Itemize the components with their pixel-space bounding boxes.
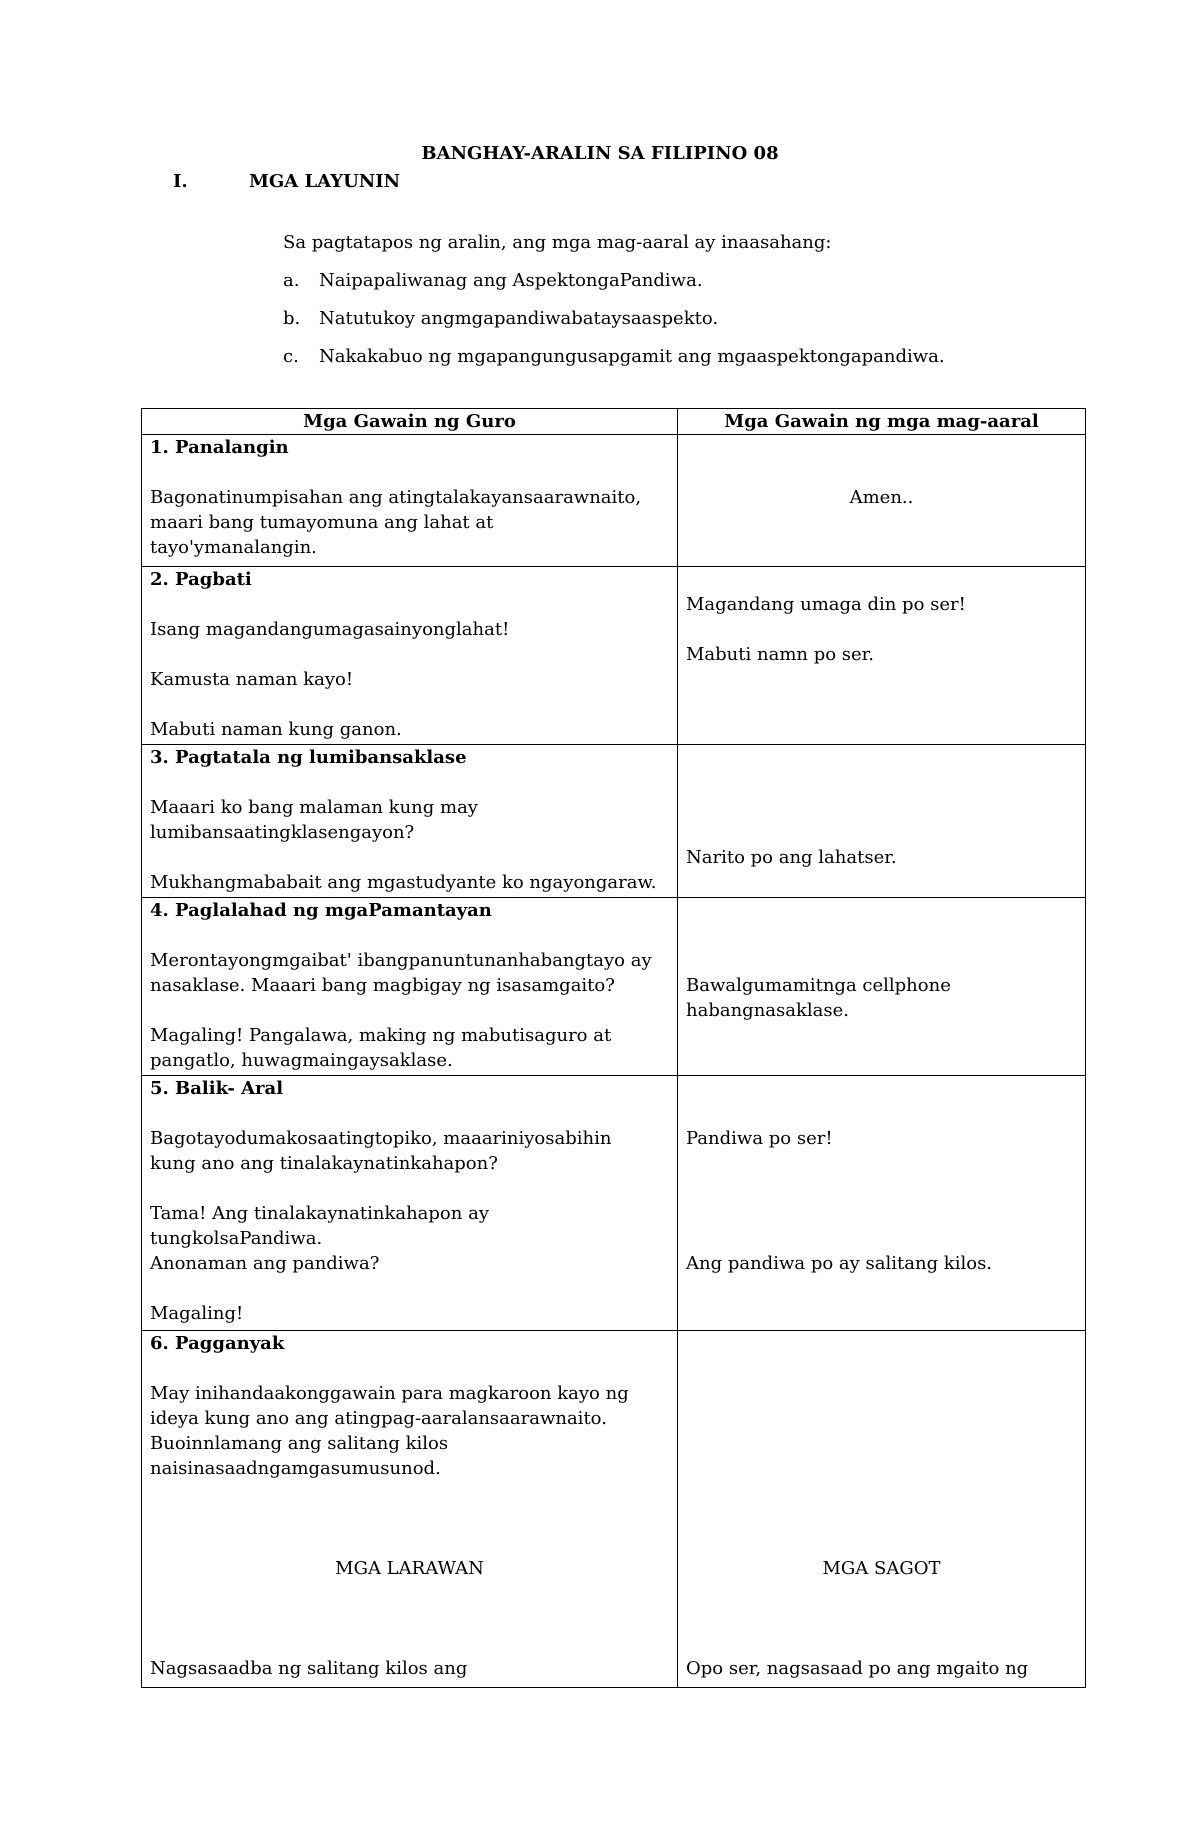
student-cell — [678, 567, 1086, 745]
objectives-intro: Sa pagtatapos ng aralin, ang mga mag-aaral ay inaasahang: — [283, 232, 832, 253]
teacher-line: Bagonatinumpisahan ang atingtalakayansaarawnaito, — [150, 487, 642, 508]
teacher-cell — [142, 745, 678, 898]
row-heading: 4. Paglalahad ng mgaPamantayan — [150, 900, 492, 921]
section-number: I. — [173, 171, 188, 192]
teacher-line: Magaling! Pangalawa, making ng mabutisaguro at — [150, 1025, 612, 1046]
objectives-list — [283, 270, 945, 384]
student-line: habangnasaklase. — [686, 1000, 849, 1021]
section-title: MGA LAYUNIN — [249, 171, 401, 192]
teacher-line: MGA LARAWAN — [335, 1558, 484, 1579]
teacher-cell — [142, 1076, 678, 1331]
objective-item — [283, 270, 945, 308]
teacher-line: tungkolsaPandiwa. — [150, 1228, 323, 1249]
teacher-line: nasaklase. Maaari bang magbigay ng isasamgaito? — [150, 975, 615, 996]
student-cell — [678, 898, 1086, 1076]
teacher-line: ideya kung ano ang atingpag-aaralansaarawnaito. — [150, 1408, 607, 1429]
objective-text: Nakakabuo ng mgapangungusapgamit ang mgaaspektongapandiwa. — [319, 346, 945, 367]
teacher-line: Mabuti naman kung ganon. — [150, 719, 402, 740]
row-heading: 2. Pagbati — [150, 569, 252, 590]
header-student: Mga Gawain ng mga mag-aaral — [678, 409, 1086, 435]
teacher-line: lumibansaatingklasengayon? — [150, 822, 415, 843]
teacher-line: naisinasaadngamgasumusunod. — [150, 1458, 441, 1479]
table-row-pagtatala — [142, 745, 1086, 898]
teacher-line: Buoinnlamang ang salitang kilos — [150, 1433, 449, 1454]
teacher-line: maari bang tumayomuna ang lahat at — [150, 512, 494, 533]
objective-item — [283, 346, 945, 384]
teacher-cell — [142, 1331, 678, 1688]
table-row-panalangin — [142, 435, 1086, 567]
row-heading: 3. Pagtatala ng lumibansaklase — [150, 747, 467, 768]
student-line: Magandang umaga din po ser! — [686, 594, 966, 615]
teacher-line: Merontayongmgaibat' ibangpanuntunanhabangtayo ay — [150, 950, 652, 971]
teacher-line: May inihandaakonggawain para magkaroon kayo ng — [150, 1383, 629, 1404]
teacher-cell — [142, 435, 678, 567]
teacher-line: Bagotayodumakosaatingtopiko, maaariniyosabihin — [150, 1128, 612, 1149]
student-cell — [678, 1331, 1086, 1688]
objective-letter: a. — [283, 270, 300, 291]
student-line: Amen.. — [849, 487, 914, 508]
section-heading — [173, 171, 400, 192]
student-line: Mabuti namn po ser. — [686, 644, 875, 665]
student-cell — [678, 435, 1086, 567]
objective-letter: b. — [283, 308, 301, 329]
teacher-line: Magaling! — [150, 1303, 244, 1324]
teacher-line: pangatlo, huwagmaingaysaklase. — [150, 1050, 453, 1071]
teacher-line: Mukhangmababait ang mgastudyante ko ngayongaraw. — [150, 872, 657, 893]
teacher-line: Nagsasaadba ng salitang kilos ang — [150, 1658, 468, 1679]
student-line: Pandiwa po ser! — [686, 1128, 833, 1149]
lesson-table — [141, 408, 1086, 1688]
teacher-line: Maaari ko bang malaman kung may — [150, 797, 478, 818]
teacher-line: kung ano ang tinalakaynatinkahapon? — [150, 1153, 498, 1174]
table-row-pagganyak — [142, 1331, 1086, 1688]
row-heading: 5. Balik- Aral — [150, 1078, 284, 1099]
student-cell — [678, 1076, 1086, 1331]
student-line: MGA SAGOT — [822, 1558, 941, 1579]
table-header-row — [142, 409, 1086, 435]
teacher-line: Kamusta naman kayo! — [150, 669, 354, 690]
teacher-line: Tama! Ang tinalakaynatinkahapon ay — [150, 1203, 489, 1224]
objective-letter: c. — [283, 346, 299, 367]
student-line: Opo ser, nagsasaad po ang mgaito ng — [686, 1658, 1029, 1679]
student-line: Bawalgumamitnga cellphone — [686, 975, 951, 996]
teacher-line: Anonaman ang pandiwa? — [150, 1253, 380, 1274]
teacher-line: tayo'ymanalangin. — [150, 537, 317, 558]
row-heading: 1. Panalangin — [150, 437, 289, 458]
student-line: Ang pandiwa po ay salitang kilos. — [686, 1253, 993, 1274]
header-teacher: Mga Gawain ng Guro — [142, 409, 678, 435]
objective-text: Naipapaliwanag ang AspektongaPandiwa. — [319, 270, 703, 291]
table-row-pagbati — [142, 567, 1086, 745]
objective-item — [283, 308, 945, 346]
student-cell — [678, 745, 1086, 898]
teacher-cell — [142, 898, 678, 1076]
objective-text: Natutukoy angmgapandiwabataysaaspekto. — [319, 308, 719, 329]
row-heading: 6. Pagganyak — [150, 1333, 285, 1354]
document-title: BANGHAY-ARALIN SA FILIPINO 08 — [421, 143, 779, 164]
table-row-balik-aral — [142, 1076, 1086, 1331]
student-line: Narito po ang lahatser. — [686, 847, 897, 868]
teacher-line: Isang magandangumagasainyonglahat! — [150, 619, 510, 640]
table-row-paglalahad — [142, 898, 1086, 1076]
teacher-cell — [142, 567, 678, 745]
